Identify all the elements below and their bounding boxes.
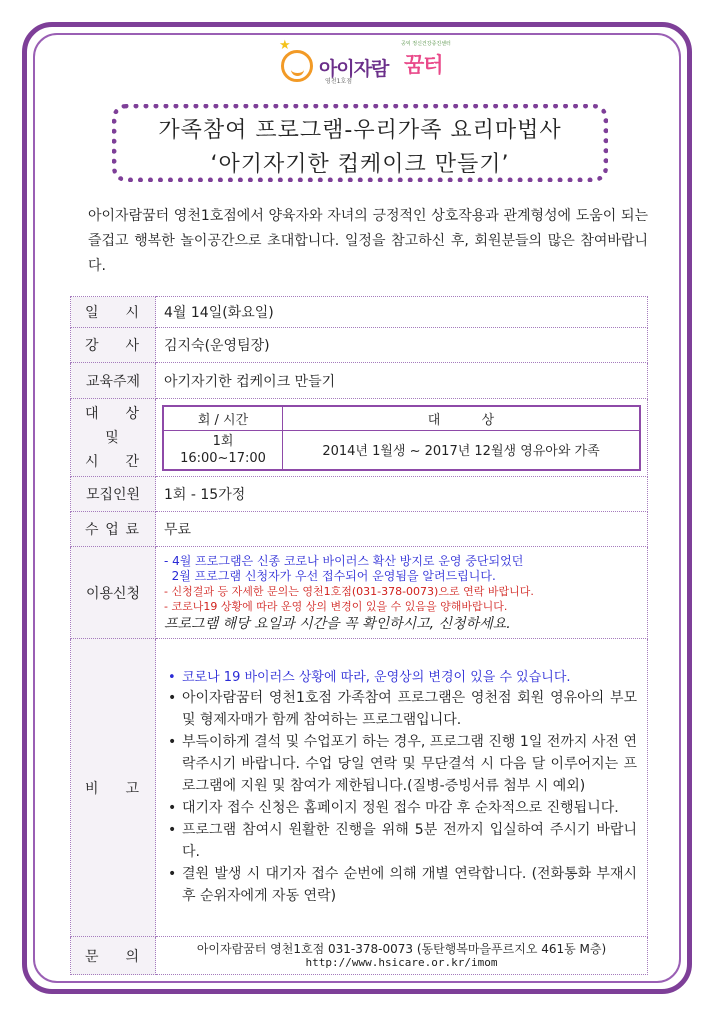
title-box [112,104,608,182]
label-date-a: 일 [85,305,101,321]
row-apply [71,547,648,639]
value-recruit: 1회 - 15가정 [156,477,648,512]
info-table [70,296,648,975]
title-line2: ‘아기자기한 컵케이크 만들기’ [210,152,510,177]
logo-name-part2: 꿈터 [404,53,443,77]
contact-address: 아이자람꿈터 영천1호점 031-378-0073 (동탄행복마을푸르지오 461동 M층) [196,941,607,956]
schedule-table [162,405,641,471]
remark-item: • 부득이하게 결석 및 수업포기 하는 경우, 프로그램 진행 1일 전까지 사전 연락주시기 바랍니다. 수업 당일 연락 및 무단결석 시 다음 달 이루어지는 프로그램에 지원 및 참여가 제한됩니다.(질병-증빙서류 첨부 시 예외) [160,731,637,797]
star-icon: ★ [279,38,291,53]
remarks-list [160,669,637,907]
row-teacher [71,328,648,363]
apply-note3: - 코로나19 상황에 따라 운영 상의 변경이 있을 수 있음을 양해바랍니다. [164,599,508,613]
label-contact-a: 문 [85,948,101,965]
row-recruit [71,477,648,512]
row-fee [71,512,648,547]
row-topic [71,363,648,399]
row-target [71,399,648,477]
value-date: 4월 14일(화요일) [156,297,648,328]
label-teacher-b: 사 [125,338,141,354]
remark-item: • 결원 발생 시 대기자 접수 순번에 의해 개별 연락합니다. (전화통화 부재시 후 순위자에게 자동 연락) [160,863,637,907]
logo-name-part1: 아이자람 [319,58,389,80]
label-remarks-a: 비 [85,780,101,797]
col-target: 대 상 [283,406,641,431]
contact-url[interactable]: http://www.hsicare.or.kr/imom [305,955,498,969]
remark-item: • 프로그램 참여시 원활한 진행을 위해 5분 전까지 입실하여 주시기 바랍니다. [160,819,637,863]
apply-note1b: 2월 프로그램 신청자가 우선 접수되어 운영됨을 알려드립니다. [164,568,496,583]
apply-note1: - 4월 프로그램은 신종 코로나 바이러스 확산 방지로 운영 중단되었던 [164,553,524,568]
session-time: 16:00~17:00 [180,450,266,466]
value-topic: 아기자기한 컵케이크 만들기 [156,363,648,399]
label-recruit: 모집인원 [71,477,156,512]
target-value: 2014년 1월생 ~ 2017년 12월생 영유아와 가족 [283,430,641,470]
value-teacher: 김지숙(운영팀장) [156,328,648,363]
label-topic: 교육주제 [71,363,156,399]
label-target-2: 및 [105,429,121,446]
label-target-1b: 상 [125,405,141,422]
apply-note2: - 신청결과 등 자세한 문의는 영천1호점(031-378-0073)으로 연락 바랍니다. [164,584,534,598]
row-remarks [71,639,648,937]
label-target-3a: 시 [85,453,101,470]
label-teacher-a: 강 [85,338,101,354]
logo-branch: 영천1호점 [325,78,353,85]
value-fee: 무료 [156,512,648,547]
label-remarks-b: 고 [125,780,141,797]
row-date [71,297,648,328]
label-contact-b: 의 [125,948,141,965]
label-apply: 이용신청 [71,547,156,639]
label-date-b: 시 [125,305,141,321]
label-target-3b: 간 [125,453,141,470]
label-target-1a: 대 [85,405,101,422]
label-fee-c: 료 [125,522,141,538]
label-fee-b: 업 [105,522,121,538]
logo-tagline: 공익 정신건강증진센터 [401,41,451,47]
logo [279,38,491,88]
remark-item: • 코로나 19 바이러스 상황에 따라, 운영상의 변경이 있을 수 있습니다. [160,669,637,687]
col-session: 회 / 시간 [163,406,283,431]
session-no: 1회 [212,433,234,449]
apply-note4: 프로그램 해당 요일과 시간을 꼭 확인하시고, 신청하세요. [164,615,511,632]
label-fee-a: 수 [85,522,101,538]
row-contact [71,937,648,975]
remark-item: • 대기자 접수 신청은 홈페이지 정원 접수 마감 후 순차적으로 진행됩니다. [160,797,637,819]
remark-item: • 아이자람꿈터 영천1호점 가족참여 프로그램은 영천점 회원 영유아의 부모 및 형제자매가 함께 참여하는 프로그램입니다. [160,687,637,731]
intro-paragraph: 아이자람꿈터 영천1호점에서 양육자와 자녀의 긍정적인 상호작용과 관계형성에 도움이 되는 즐겁고 행복한 놀이공간으로 초대합니다. 일정을 참고하신 후, 회원분들의 많은 참여바랍니다. [88,208,648,274]
title-line1: 가족참여 프로그램-우리가족 요리마법사 [158,118,562,143]
smile-face-icon [281,50,313,82]
